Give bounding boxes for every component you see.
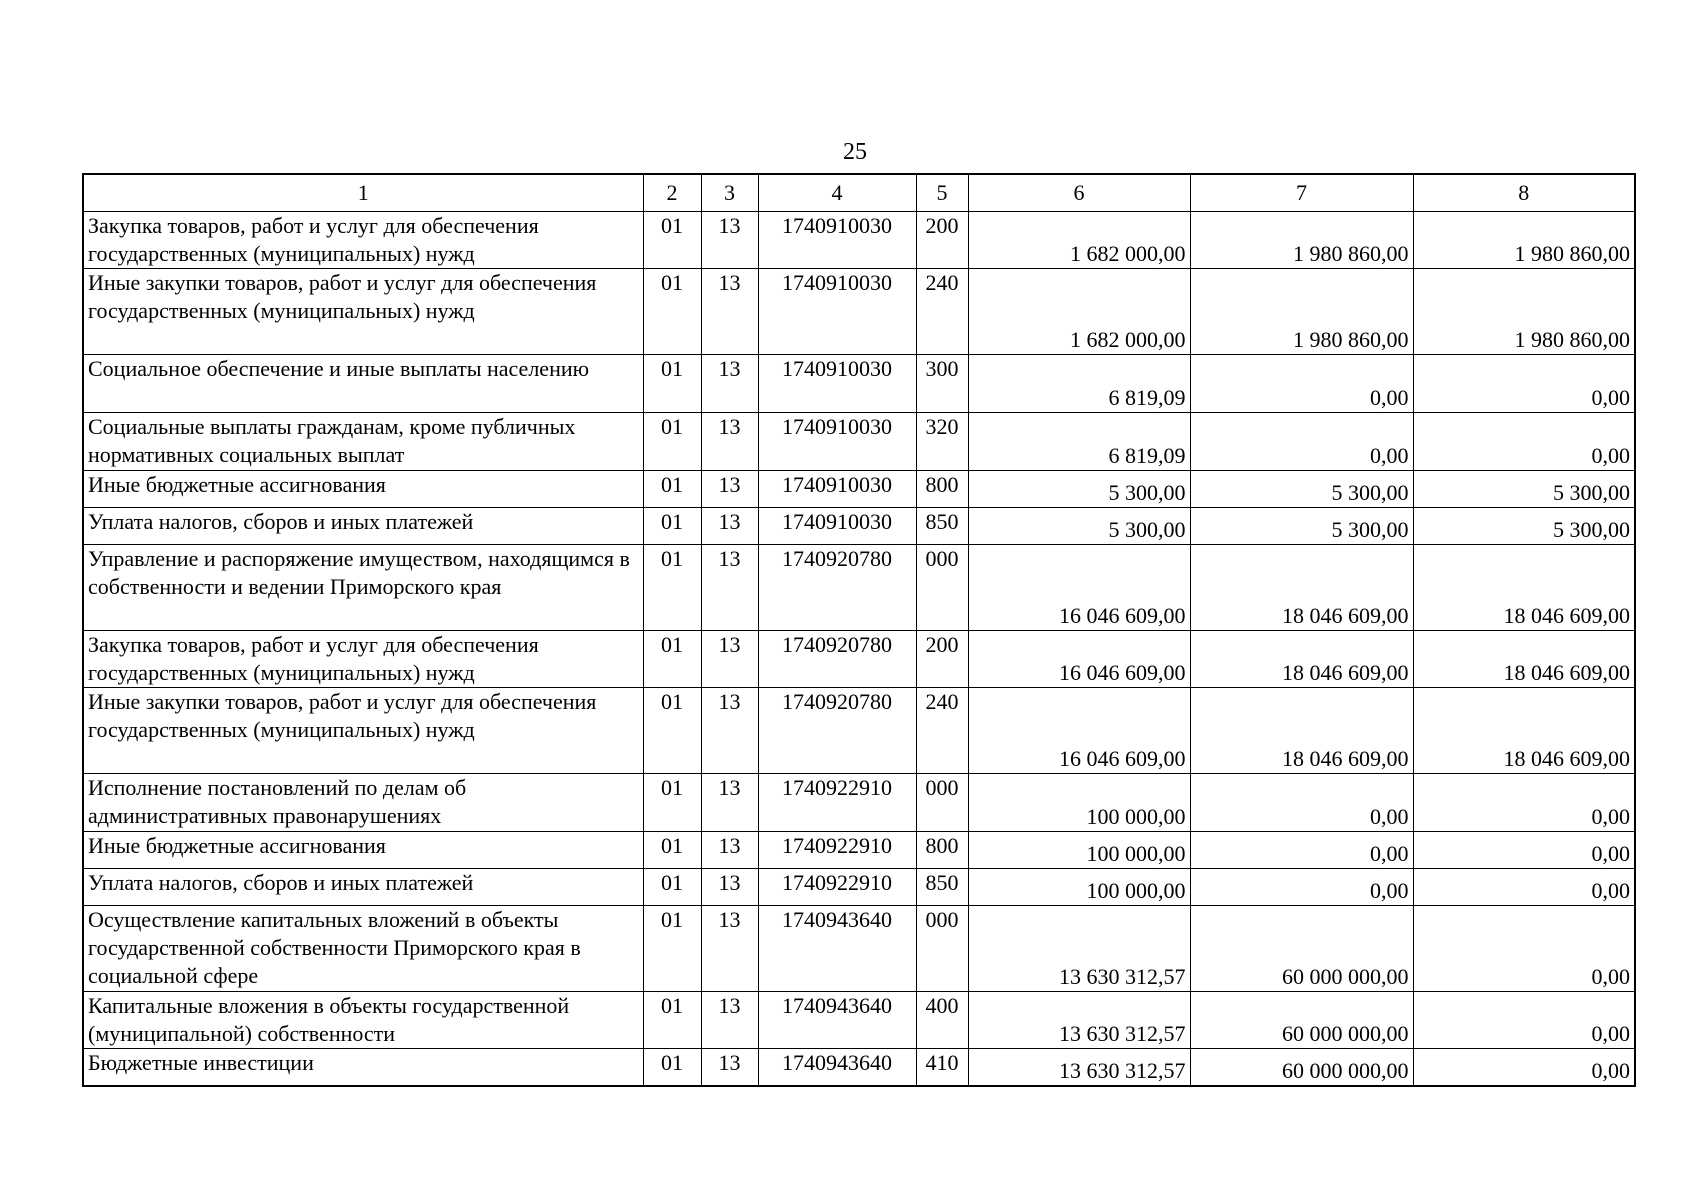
cell-name: Исполнение постановлений по делам об административных правонарушениях: [83, 774, 643, 832]
table-row: [83, 413, 1635, 471]
cell-expense-type: 000: [916, 545, 968, 631]
cell-expense-type: 850: [916, 869, 968, 906]
cell-section: 01: [643, 212, 701, 269]
table-row: [83, 906, 1635, 992]
table-row: [83, 688, 1635, 774]
table-row: [83, 471, 1635, 508]
cell-amount-col8: 18 046 609,00: [1413, 688, 1635, 774]
cell-amount-col8: 0,00: [1413, 1049, 1635, 1086]
cell-expense-type: 850: [916, 508, 968, 545]
cell-subsection: 13: [701, 774, 758, 832]
cell-amount-col7: 5 300,00: [1190, 508, 1413, 545]
cell-amount-col6: 100 000,00: [968, 869, 1190, 906]
header-col-2: 2: [643, 174, 701, 212]
cell-subsection: 13: [701, 413, 758, 471]
cell-subsection: 13: [701, 992, 758, 1049]
cell-section: 01: [643, 545, 701, 631]
cell-target-article: 1740910030: [758, 413, 916, 471]
cell-amount-col7: 1 980 860,00: [1190, 212, 1413, 269]
table-row: [83, 631, 1635, 688]
table-row: [83, 1049, 1635, 1086]
cell-amount-col8: 0,00: [1413, 774, 1635, 832]
cell-amount-col8: 0,00: [1413, 355, 1635, 413]
cell-section: 01: [643, 508, 701, 545]
table-row: [83, 269, 1635, 355]
cell-name: Иные бюджетные ассигнования: [83, 832, 643, 869]
cell-amount-col8: 0,00: [1413, 869, 1635, 906]
cell-target-article: 1740910030: [758, 355, 916, 413]
cell-section: 01: [643, 413, 701, 471]
cell-target-article: 1740910030: [758, 212, 916, 269]
cell-target-article: 1740910030: [758, 269, 916, 355]
cell-target-article: 1740910030: [758, 471, 916, 508]
cell-amount-col8: 18 046 609,00: [1413, 545, 1635, 631]
cell-name: Иные закупки товаров, работ и услуг для обеспечения государственных (муниципальных) нужд: [83, 269, 643, 355]
cell-section: 01: [643, 269, 701, 355]
header-col-7: 7: [1190, 174, 1413, 212]
cell-subsection: 13: [701, 906, 758, 992]
cell-expense-type: 200: [916, 212, 968, 269]
table-row: [83, 212, 1635, 269]
cell-amount-col8: 5 300,00: [1413, 508, 1635, 545]
cell-amount-col7: 18 046 609,00: [1190, 545, 1413, 631]
cell-section: 01: [643, 688, 701, 774]
cell-expense-type: 410: [916, 1049, 968, 1086]
header-col-3: 3: [701, 174, 758, 212]
cell-name: Управление и распоряжение имуществом, находящимся в собственности и ведении Приморского края: [83, 545, 643, 631]
cell-amount-col7: 1 980 860,00: [1190, 269, 1413, 355]
cell-amount-col8: 1 980 860,00: [1413, 269, 1635, 355]
cell-amount-col6: 5 300,00: [968, 508, 1190, 545]
cell-expense-type: 000: [916, 774, 968, 832]
budget-table: [82, 173, 1636, 1087]
cell-amount-col6: 13 630 312,57: [968, 1049, 1190, 1086]
header-col-5: 5: [916, 174, 968, 212]
cell-subsection: 13: [701, 869, 758, 906]
cell-expense-type: 240: [916, 688, 968, 774]
cell-subsection: 13: [701, 212, 758, 269]
cell-amount-col8: 0,00: [1413, 992, 1635, 1049]
cell-subsection: 13: [701, 355, 758, 413]
cell-amount-col6: 100 000,00: [968, 832, 1190, 869]
cell-target-article: 1740922910: [758, 774, 916, 832]
cell-name: Осуществление капитальных вложений в объекты государственной собственности Приморского края в социальной сфере: [83, 906, 643, 992]
table-row: [83, 992, 1635, 1049]
cell-amount-col7: 5 300,00: [1190, 471, 1413, 508]
cell-name: Иные закупки товаров, работ и услуг для обеспечения государственных (муниципальных) нужд: [83, 688, 643, 774]
cell-amount-col6: 6 819,09: [968, 355, 1190, 413]
cell-subsection: 13: [701, 269, 758, 355]
cell-amount-col6: 16 046 609,00: [968, 631, 1190, 688]
cell-amount-col7: 0,00: [1190, 413, 1413, 471]
cell-amount-col6: 6 819,09: [968, 413, 1190, 471]
cell-expense-type: 200: [916, 631, 968, 688]
cell-section: 01: [643, 832, 701, 869]
cell-amount-col7: 0,00: [1190, 869, 1413, 906]
cell-name: Закупка товаров, работ и услуг для обеспечения государственных (муниципальных) нужд: [83, 212, 643, 269]
cell-target-article: 1740920780: [758, 631, 916, 688]
cell-section: 01: [643, 992, 701, 1049]
cell-target-article: 1740943640: [758, 1049, 916, 1086]
cell-expense-type: 400: [916, 992, 968, 1049]
cell-amount-col6: 1 682 000,00: [968, 212, 1190, 269]
cell-section: 01: [643, 774, 701, 832]
cell-amount-col6: 5 300,00: [968, 471, 1190, 508]
cell-target-article: 1740920780: [758, 545, 916, 631]
cell-amount-col7: 0,00: [1190, 832, 1413, 869]
cell-amount-col6: 100 000,00: [968, 774, 1190, 832]
cell-target-article: 1740922910: [758, 832, 916, 869]
cell-amount-col6: 16 046 609,00: [968, 688, 1190, 774]
cell-name: Иные бюджетные ассигнования: [83, 471, 643, 508]
cell-expense-type: 320: [916, 413, 968, 471]
cell-target-article: 1740943640: [758, 992, 916, 1049]
cell-amount-col7: 60 000 000,00: [1190, 1049, 1413, 1086]
table-header-row: [83, 174, 1635, 212]
cell-subsection: 13: [701, 508, 758, 545]
cell-amount-col8: 0,00: [1413, 413, 1635, 471]
header-col-1: 1: [83, 174, 643, 212]
cell-expense-type: 300: [916, 355, 968, 413]
cell-amount-col6: 1 682 000,00: [968, 269, 1190, 355]
cell-subsection: 13: [701, 832, 758, 869]
cell-name: Закупка товаров, работ и услуг для обеспечения государственных (муниципальных) нужд: [83, 631, 643, 688]
table-row: [83, 545, 1635, 631]
cell-name: Социальное обеспечение и иные выплаты населению: [83, 355, 643, 413]
cell-section: 01: [643, 355, 701, 413]
table-row: [83, 774, 1635, 832]
cell-name: Уплата налогов, сборов и иных платежей: [83, 508, 643, 545]
cell-subsection: 13: [701, 471, 758, 508]
cell-amount-col6: 13 630 312,57: [968, 992, 1190, 1049]
cell-section: 01: [643, 471, 701, 508]
cell-section: 01: [643, 631, 701, 688]
header-col-6: 6: [968, 174, 1190, 212]
cell-amount-col8: 5 300,00: [1413, 471, 1635, 508]
cell-amount-col8: 18 046 609,00: [1413, 631, 1635, 688]
cell-name: Бюджетные инвестиции: [83, 1049, 643, 1086]
header-col-8: 8: [1413, 174, 1635, 212]
cell-amount-col6: 16 046 609,00: [968, 545, 1190, 631]
cell-section: 01: [643, 1049, 701, 1086]
cell-amount-col7: 60 000 000,00: [1190, 992, 1413, 1049]
cell-amount-col8: 1 980 860,00: [1413, 212, 1635, 269]
cell-amount-col7: 18 046 609,00: [1190, 688, 1413, 774]
table-row: [83, 832, 1635, 869]
cell-amount-col7: 0,00: [1190, 355, 1413, 413]
table-row: [83, 508, 1635, 545]
cell-name: Социальные выплаты гражданам, кроме публичных нормативных социальных выплат: [83, 413, 643, 471]
cell-subsection: 13: [701, 688, 758, 774]
cell-target-article: 1740943640: [758, 906, 916, 992]
cell-subsection: 13: [701, 631, 758, 688]
cell-subsection: 13: [701, 545, 758, 631]
cell-target-article: 1740920780: [758, 688, 916, 774]
cell-amount-col7: 60 000 000,00: [1190, 906, 1413, 992]
cell-amount-col7: 0,00: [1190, 774, 1413, 832]
cell-expense-type: 240: [916, 269, 968, 355]
cell-subsection: 13: [701, 1049, 758, 1086]
cell-target-article: 1740910030: [758, 508, 916, 545]
header-col-4: 4: [758, 174, 916, 212]
cell-amount-col6: 13 630 312,57: [968, 906, 1190, 992]
cell-section: 01: [643, 869, 701, 906]
cell-expense-type: 000: [916, 906, 968, 992]
cell-target-article: 1740922910: [758, 869, 916, 906]
cell-amount-col8: 0,00: [1413, 832, 1635, 869]
cell-amount-col8: 0,00: [1413, 906, 1635, 992]
cell-name: Уплата налогов, сборов и иных платежей: [83, 869, 643, 906]
cell-section: 01: [643, 906, 701, 992]
cell-expense-type: 800: [916, 471, 968, 508]
table-row: [83, 355, 1635, 413]
page-number: 25: [843, 139, 867, 165]
cell-amount-col7: 18 046 609,00: [1190, 631, 1413, 688]
table-row: [83, 869, 1635, 906]
cell-name: Капитальные вложения в объекты государственной (муниципальной) собственности: [83, 992, 643, 1049]
cell-expense-type: 800: [916, 832, 968, 869]
